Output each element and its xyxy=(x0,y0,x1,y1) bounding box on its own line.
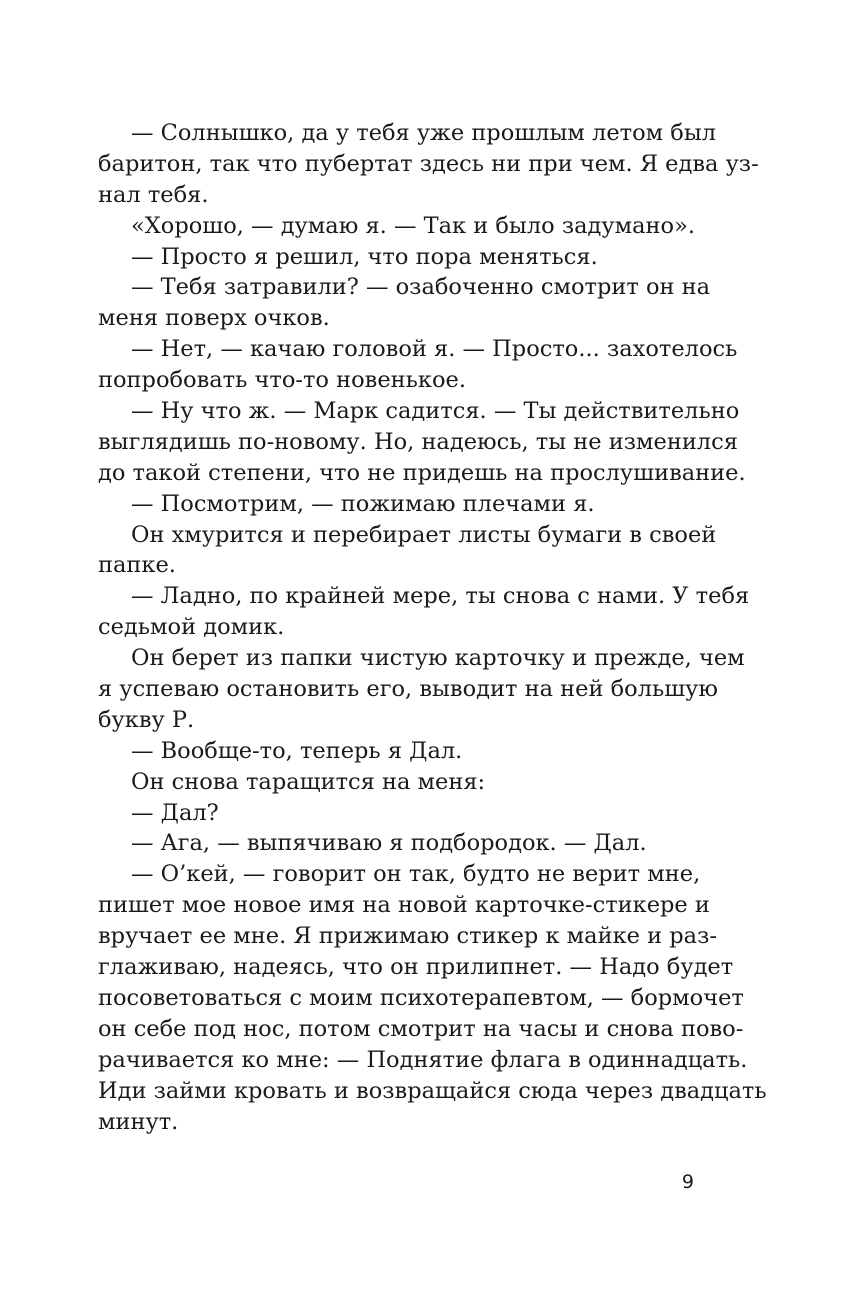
text-line: — Нет, — качаю головой я. — Просто... захотелось xyxy=(131,336,738,363)
text-line: — Вообще-то, теперь я Дал. xyxy=(131,737,463,764)
text-line: глаживаю, надеясь, что он прилипнет. — Надо будет xyxy=(98,954,734,981)
text-line: Он берет из папки чистую карточку и прежде, чем xyxy=(131,645,745,672)
text-line: он себе под нос, потом смотрит на часы и снова пово- xyxy=(98,1015,744,1042)
text-line: «Хорошо, — думаю я. — Так и было задумано». xyxy=(131,212,695,239)
text-line: — Ну что ж. — Марк садится. — Ты действительно xyxy=(131,398,740,425)
text-line: до такой степени, что не придешь на прослушивание. xyxy=(98,459,746,486)
text-line: выглядишь по-новому. Но, надеюсь, ты не изменился xyxy=(98,428,738,455)
text-line: — О’кей, — говорит он так, будто не верит мне, xyxy=(131,861,701,888)
text-line: — Просто я решил, что пора меняться. xyxy=(131,243,598,270)
text-line: папке. xyxy=(98,552,176,579)
text-line: букву Р. xyxy=(98,706,195,733)
text-line: — Тебя затравили? — озабоченно смотрит он на xyxy=(131,274,711,301)
text-line: — Солнышко, да у тебя уже прошлым летом был xyxy=(131,120,717,146)
text-line: я успеваю остановить его, выводит на ней большую xyxy=(98,676,718,703)
text-line: меня поверх очков. xyxy=(98,305,330,332)
text-line: — Посмотрим, — пожимаю плечами я. xyxy=(131,490,595,517)
body-text xyxy=(98,118,767,1137)
text-line: минут. xyxy=(98,1108,179,1135)
text-line: — Ага, — выпячиваю я подбородок. — Дал. xyxy=(131,830,647,857)
text-line: Иди займи кровать и возвращайся сюда через двадцать xyxy=(98,1077,767,1104)
page-number: 9 xyxy=(681,1171,694,1193)
text-line: Он снова таращится на меня: xyxy=(131,768,486,795)
text-line: попробовать что-то новенькое. xyxy=(98,367,466,394)
text-line: рачивается ко мне: — Поднятие флага в одиннадцать. xyxy=(98,1046,748,1073)
text-line: нал тебя. xyxy=(98,181,209,208)
text-line: — Ладно, по крайней мере, ты снова с нами. У тебя xyxy=(131,583,750,610)
text-line: пишет мое новое имя на новой карточке-стикере и xyxy=(98,892,710,919)
text-line: посоветоваться с моим психотерапевтом, — бормочет xyxy=(98,984,744,1011)
text-line: вручает ее мне. Я прижимаю стикер к майке и раз- xyxy=(98,923,717,950)
text-line: седьмой домик. xyxy=(98,614,285,641)
text-line: баритон, так что пубертат здесь ни при чем. Я едва уз- xyxy=(98,150,759,177)
text-line: Он хмурится и перебирает листы бумаги в своей xyxy=(131,521,717,548)
text-line: — Дал? xyxy=(131,799,219,826)
